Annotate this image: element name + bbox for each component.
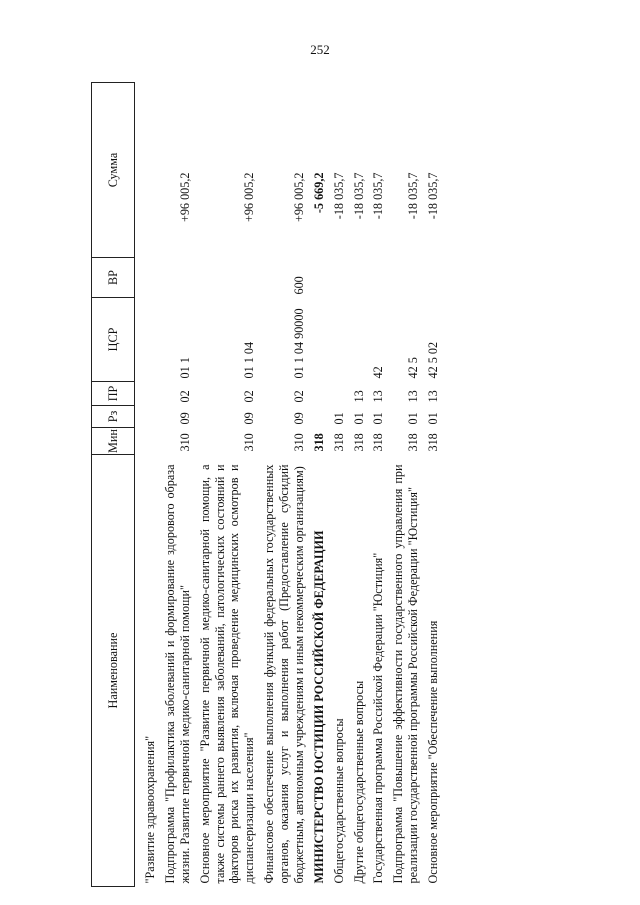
cell-csr: 42 5 — [406, 357, 421, 379]
cell-rz — [309, 406, 329, 428]
cell-pr: 02 — [242, 390, 257, 403]
cell-name: Общегосударственные вопросы — [331, 718, 346, 884]
header-pr: ПР — [92, 382, 135, 406]
cell-name: "Развитие здравоохранения" — [143, 735, 157, 884]
cell-sum: -18 035,7 — [426, 172, 440, 220]
cell-vr — [349, 258, 369, 298]
cell-sum: -18 035,7 — [331, 172, 346, 220]
cell-name: Подпрограмма "Профилактика заболеваний и формирование здорового образа жизни. Развитие первичной медико-санитарной помощи" — [162, 464, 192, 884]
budget-table — [91, 82, 443, 887]
cell-sum: +96 005,2 — [242, 172, 257, 223]
cell-min: 310 — [291, 433, 306, 452]
cell-min: 310 — [177, 433, 192, 452]
cell-csr — [309, 298, 329, 382]
table-row — [160, 83, 195, 887]
cell-vr — [135, 258, 160, 298]
cell-rz — [135, 406, 160, 428]
cell-min: 318 — [311, 433, 326, 452]
header-sum: Сумма — [92, 83, 135, 258]
cell-sum: -18 035,7 — [406, 172, 421, 220]
cell-sum: -18 035,7 — [351, 172, 366, 220]
table-header — [92, 83, 135, 887]
cell-pr: 13 — [426, 390, 440, 403]
cell-pr — [329, 382, 349, 406]
cell-csr — [349, 298, 369, 382]
cell-min: 318 — [331, 433, 346, 452]
cell-csr: 42 — [371, 366, 386, 379]
cell-vr — [309, 258, 329, 298]
cell-min: 318 — [406, 433, 421, 452]
table-row — [259, 83, 309, 887]
cell-rz: 01 — [351, 412, 366, 425]
table-row — [423, 83, 443, 887]
cell-csr: 01 1 04 — [242, 341, 257, 379]
cell-pr: 02 — [177, 390, 192, 403]
cell-vr — [329, 258, 349, 298]
cell-pr: 13 — [371, 390, 386, 403]
cell-sum: -5 669,2 — [311, 172, 326, 214]
cell-rz: 01 — [426, 412, 440, 425]
header-name: Наименование — [92, 455, 135, 887]
header-vr: ВР — [92, 258, 135, 298]
cell-vr — [423, 258, 443, 298]
cell-name: Основное мероприятие "Обеспечение выполнения — [426, 620, 440, 884]
budget-table-sheet — [91, 82, 603, 887]
header-rz: Рз — [92, 406, 135, 428]
cell-min: 310 — [242, 433, 257, 452]
table-row — [195, 83, 260, 887]
cell-name: Подпрограмма "Повышение эффективности государственного управления при реализации государственной программы Российской Федерации "Юстиция" — [391, 464, 421, 884]
cell-vr: 600 — [291, 276, 306, 295]
cell-sum — [135, 83, 160, 258]
cell-rz: 01 — [331, 412, 346, 425]
header-min: Мин — [92, 428, 135, 455]
cell-pr: 13 — [406, 390, 421, 403]
cell-rz: 09 — [177, 412, 192, 425]
cell-pr — [309, 382, 329, 406]
cell-vr — [160, 258, 195, 298]
cell-name: Основное мероприятие "Развитие первичной медико-санитарной помощи, а также системы раннего выявления заболеваний, патологических состояний и факторов риска их развития, включая проведение медицинских осмотров и диспансеризации населения" — [197, 464, 257, 884]
cell-rz: 01 — [371, 412, 386, 425]
cell-vr — [195, 258, 260, 298]
table-row — [349, 83, 369, 887]
table-row — [329, 83, 349, 887]
table-row — [368, 83, 388, 887]
cell-pr: 13 — [351, 390, 366, 403]
cell-rz: 09 — [291, 412, 306, 425]
cell-rz: 09 — [242, 412, 257, 425]
cell-rz: 01 — [406, 412, 421, 425]
cell-vr — [368, 258, 388, 298]
table-row — [135, 83, 160, 887]
cell-sum: +96 005,2 — [177, 172, 192, 223]
table-row — [309, 83, 329, 887]
cell-min: 318 — [351, 433, 366, 452]
cell-name: МИНИСТЕРСТВО ЮСТИЦИИ РОССИЙСКОЙ ФЕДЕРАЦИИ — [311, 530, 326, 884]
cell-pr — [135, 382, 160, 406]
cell-csr: 01 1 04 90000 — [291, 308, 306, 379]
cell-pr: 02 — [291, 390, 306, 403]
table-row — [388, 83, 423, 887]
cell-vr — [388, 258, 423, 298]
cell-csr: 42 5 02 — [426, 341, 440, 379]
cell-csr — [135, 298, 160, 382]
cell-name: Государственная программа Российской Федерации "Юстиция" — [371, 552, 386, 884]
cell-name: Другие общегосударственные вопросы — [351, 680, 366, 884]
cell-min — [135, 428, 160, 455]
cell-csr: 01 1 — [177, 357, 192, 379]
cell-sum: -18 035,7 — [371, 172, 386, 220]
cell-csr — [329, 298, 349, 382]
cell-min: 318 — [426, 433, 440, 452]
page-number: 252 — [310, 42, 330, 57]
cell-name: Финансовое обеспечение выполнения функций федеральных государственных органов, оказания услуг и выполнения работ (Предоставление субсидий бюджетным, автономным учреждениям и иным некоммерческим организациям) — [262, 464, 306, 884]
cell-sum: +96 005,2 — [291, 172, 306, 223]
table-body — [135, 83, 443, 887]
header-csr: ЦСР — [92, 298, 135, 382]
cell-min: 318 — [371, 433, 386, 452]
